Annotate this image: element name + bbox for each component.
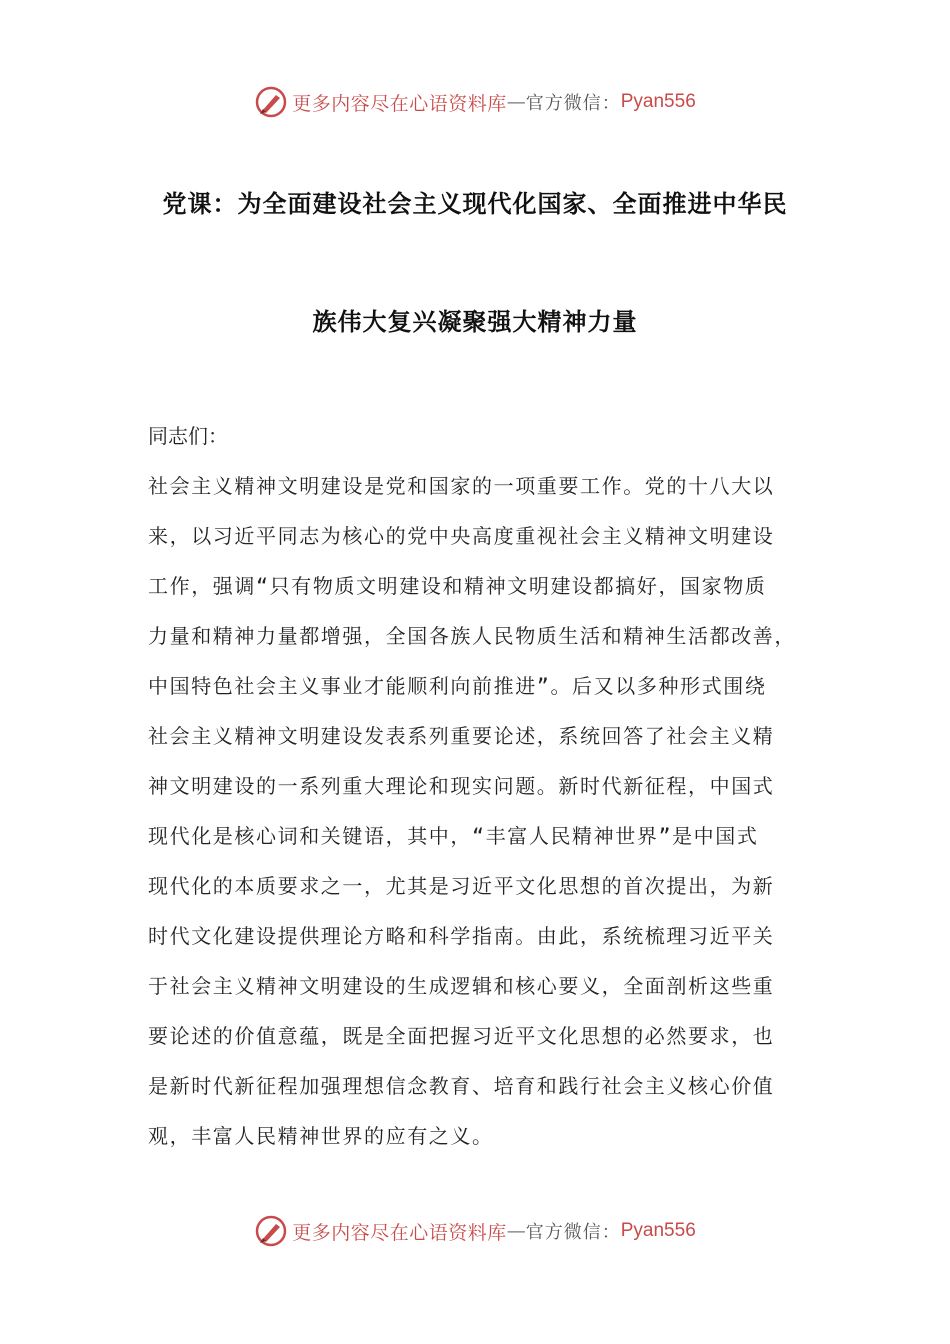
paragraph-line: 神文明建设的一系列重大理论和现实问题。新时代新征程，中国式 (148, 774, 775, 798)
document-title-line-2: 族伟大复兴凝聚强大精神力量 (312, 308, 638, 336)
paragraph-line: 是新时代新征程加强理想信念教育、培育和践行社会主义核心价值 (148, 1074, 775, 1098)
paragraph-line: 社会主义精神文明建设是党和国家的一项重要工作。党的十八大以 (148, 474, 775, 498)
paragraph-line: 力量和精神力量都增强，全国各族人民物质生活和精神生活都改善， (148, 624, 796, 648)
header-banner (0, 78, 950, 126)
paragraph-line: 要论述的价值意蕴，既是全面把握习近平文化思想的必然要求，也 (148, 1024, 775, 1048)
pen-logo-icon (254, 1214, 288, 1248)
paragraph-line: 工作，强调“只有物质文明建设和精神文明建设都搞好，国家物质 (148, 574, 767, 598)
paragraph-line: 来，以习近平同志为核心的党中央高度重视社会主义精神文明建设 (148, 524, 775, 548)
footer-banner (0, 1207, 950, 1255)
document-title-line-1: 党课：为全面建设社会主义现代化国家、全面推进中华民 (162, 190, 788, 218)
salutation: 同志们： (148, 424, 228, 448)
paragraph-line: 观，丰富人民精神世界的应有之义。 (148, 1124, 494, 1148)
banner-site-text: 更多内容尽在心语资料库 (292, 92, 507, 115)
banner-separator: — (506, 1220, 526, 1242)
paragraph-line: 现代化是核心词和关键语，其中，“丰富人民精神世界”是中国式 (148, 824, 759, 848)
paragraph-line: 现代化的本质要求之一，尤其是习近平文化思想的首次提出，为新 (148, 874, 775, 898)
banner-site-text: 更多内容尽在心语资料库 (292, 1221, 507, 1244)
paragraph-line: 中国特色社会主义事业才能顺利向前推进”。后又以多种形式围绕 (148, 674, 767, 698)
banner-wechat-id: Pyan556 (620, 1220, 696, 1241)
paragraph-line: 社会主义精神文明建设发表系列重要论述，系统回答了社会主义精 (148, 724, 775, 748)
pen-logo-icon (254, 85, 288, 119)
banner-wechat-label: 官方微信： (525, 1222, 621, 1243)
banner-wechat-id: Pyan556 (620, 91, 696, 112)
banner-separator: — (506, 91, 526, 113)
paragraph-line: 于社会主义精神文明建设的生成逻辑和核心要义，全面剖析这些重 (148, 974, 775, 998)
paragraph-line: 时代文化建设提供理论方略和科学指南。由此，系统梳理习近平关 (148, 924, 775, 948)
banner-wechat-label: 官方微信： (525, 93, 621, 114)
